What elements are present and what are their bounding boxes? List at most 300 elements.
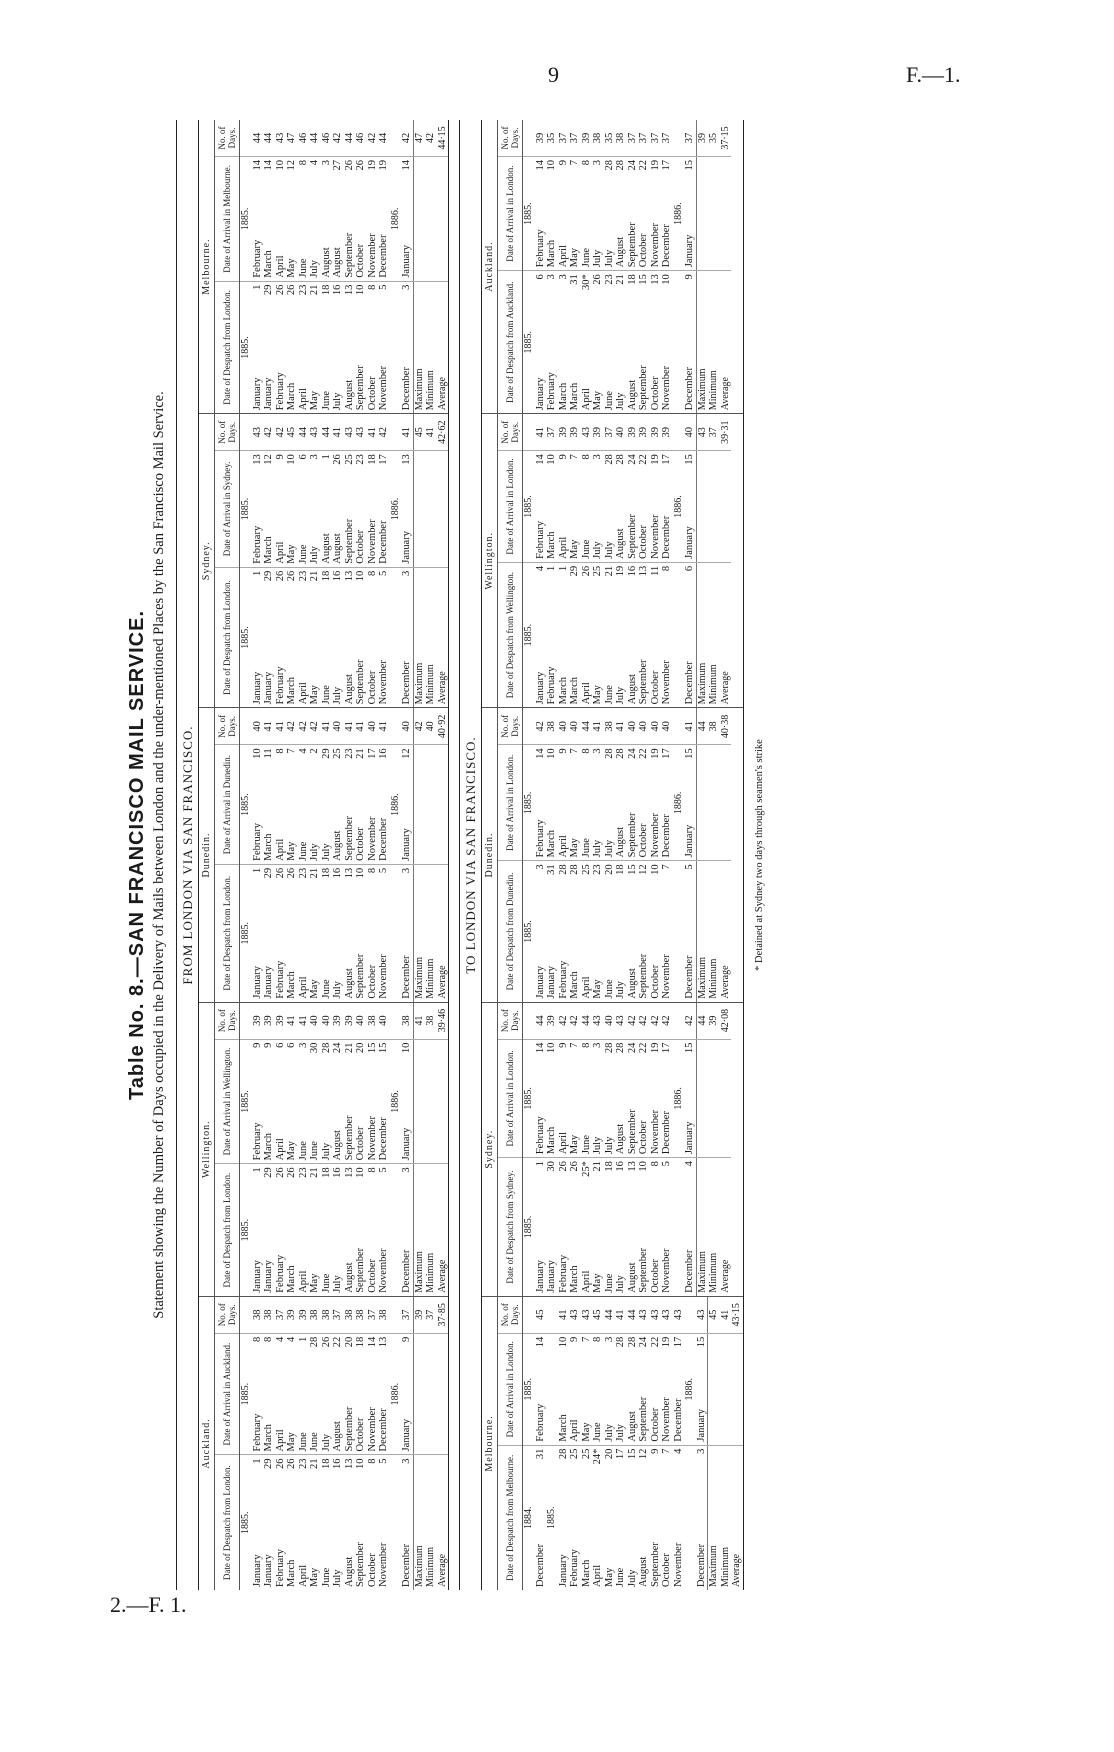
arrival-day: 28 xyxy=(603,159,615,171)
arrival-month: March xyxy=(546,765,558,860)
stat-label: Minimum xyxy=(719,1546,731,1587)
despatch-month: May xyxy=(592,1273,603,1293)
stat-spacer xyxy=(425,1039,437,1164)
despatch-day: 5 xyxy=(378,867,389,874)
arrival-month: April xyxy=(558,765,570,860)
days-count: 43 xyxy=(355,414,367,451)
year-row xyxy=(240,1297,252,1590)
column-header: No. of Days. xyxy=(215,1297,240,1334)
year-row xyxy=(673,414,685,707)
days-count: 43 xyxy=(638,1297,650,1334)
table-row xyxy=(558,708,570,1001)
table-row xyxy=(696,1297,708,1590)
column-header: No. of Days. xyxy=(215,414,240,451)
arrival-month: February xyxy=(252,765,264,864)
arrival-month: December xyxy=(378,1354,390,1455)
arrival-month: May xyxy=(286,765,298,864)
despatch-month: March xyxy=(569,971,580,999)
year-label: 1885. xyxy=(523,1215,534,1239)
despatch-day: 8 xyxy=(366,570,378,576)
despatch-day: 23 xyxy=(297,867,309,879)
column-header: No. of Days. xyxy=(498,1297,523,1334)
despatch-day: 18 xyxy=(320,570,332,582)
arrival-day: 8 xyxy=(580,454,592,460)
despatch-day: 26 xyxy=(580,565,592,577)
table-row xyxy=(661,1297,673,1590)
stat-value: 42·62 xyxy=(437,414,449,451)
days-count: 44 xyxy=(298,414,310,451)
year-label: 1885. xyxy=(523,330,534,354)
arrival-month: January xyxy=(696,1354,708,1445)
arrival-month: January xyxy=(684,177,696,271)
days-count: 40 xyxy=(650,708,662,745)
arrival-day: 28 xyxy=(309,1336,320,1348)
arrival-day: 14 xyxy=(534,1336,546,1348)
despatch-month: June xyxy=(615,1567,626,1587)
stat-label: Average xyxy=(436,965,448,999)
despatch-day: 3 xyxy=(401,1167,412,1173)
arrival-day: 22 xyxy=(638,748,649,759)
days-count: 37 xyxy=(546,414,558,451)
despatch-month: June xyxy=(320,685,332,705)
days-count: 40 xyxy=(684,414,696,451)
despatch-month: June xyxy=(603,390,615,411)
despatch-month: May xyxy=(592,979,603,999)
stat-label: Maximum xyxy=(413,281,425,413)
despatch-day: 11 xyxy=(649,565,661,576)
year-spacer xyxy=(240,414,252,451)
despatch-day: 1 xyxy=(534,1161,546,1167)
table-row xyxy=(401,1297,413,1590)
city-table xyxy=(498,1003,731,1296)
despatch-month: January xyxy=(263,671,274,705)
table-row xyxy=(367,414,379,707)
despatch-day: 13 xyxy=(343,284,355,296)
days-count: 39 xyxy=(298,1297,310,1334)
arrival-month: November xyxy=(367,1060,379,1164)
table-row xyxy=(286,414,298,707)
despatch-day: 15 xyxy=(626,1448,638,1460)
year-row xyxy=(523,1003,535,1296)
table-row xyxy=(309,120,321,413)
stat-label: Maximum xyxy=(413,567,425,707)
stat-row xyxy=(413,708,425,1001)
stat-value: 43·15 xyxy=(731,1297,743,1334)
days-count: 37 xyxy=(684,120,696,157)
year-label: 1885. xyxy=(523,920,534,943)
despatch-day: 25* xyxy=(580,1161,592,1177)
city-name: Wellington. xyxy=(199,1003,215,1296)
arrival-month: July xyxy=(592,765,604,860)
arrival-day: 28 xyxy=(615,748,626,759)
arrival-month: November xyxy=(661,1354,673,1445)
arrival-day: 8 xyxy=(297,159,309,166)
despatch-month: August xyxy=(638,1556,649,1587)
table-row xyxy=(367,1003,379,1296)
arrival-day: 14 xyxy=(534,454,546,465)
arrival-day: 9 xyxy=(557,454,569,460)
days-count: 45 xyxy=(592,1297,604,1334)
stat-value: 45 xyxy=(413,414,425,451)
column-header: Date of Arrival in Melbourne. xyxy=(215,156,240,281)
arrival-day: 18 xyxy=(366,454,378,465)
despatch-month: October xyxy=(366,670,378,705)
arrival-month: November xyxy=(367,177,379,281)
arrival-month: October xyxy=(355,1354,367,1455)
days-count: 42 xyxy=(275,414,287,451)
stat-row xyxy=(708,414,720,707)
year-label: 1885. xyxy=(240,626,251,649)
days-count: 37 xyxy=(275,1297,287,1334)
table-row xyxy=(546,708,558,1001)
table-row xyxy=(581,708,593,1001)
year-label: 1885. xyxy=(240,336,251,359)
arrival-day: 20 xyxy=(355,1042,366,1054)
table-section xyxy=(459,120,744,1590)
despatch-day: 8 xyxy=(366,1458,378,1464)
despatch-day: 9 xyxy=(649,1448,661,1454)
despatch-month: June xyxy=(603,685,615,705)
city-block xyxy=(482,1296,743,1590)
days-count: 39 xyxy=(569,414,581,451)
arrival-day: 1 xyxy=(320,454,332,460)
year-row xyxy=(390,1297,402,1590)
days-count: 42 xyxy=(401,120,413,157)
column-header: Date of Arrival in Dunedin. xyxy=(215,745,240,865)
column-header: Date of Despatch from London. xyxy=(215,281,240,413)
despatch-month: June xyxy=(603,979,615,999)
days-count: 43 xyxy=(581,1297,593,1334)
table-row xyxy=(332,1297,344,1590)
year-label xyxy=(673,1158,685,1296)
city-name: Auckland. xyxy=(482,120,498,413)
column-header: Date of Despatch from London. xyxy=(215,567,240,707)
arrival-month: July xyxy=(592,177,604,271)
despatch-month: July xyxy=(332,1275,343,1293)
table-row xyxy=(344,708,356,1001)
table-row xyxy=(650,1003,662,1296)
despatch-month: April xyxy=(297,1270,309,1293)
arrival-day: 4 xyxy=(309,159,320,166)
despatch-day: 29 xyxy=(263,284,274,296)
despatch-month: May xyxy=(309,1273,320,1293)
days-count: 44 xyxy=(581,708,593,745)
despatch-month: March xyxy=(286,676,297,705)
year-label xyxy=(390,1164,402,1296)
arrival-day: 28 xyxy=(615,1042,626,1054)
days-count: 42 xyxy=(535,708,547,745)
days-count: 37 xyxy=(604,414,616,451)
table-row xyxy=(378,708,390,1001)
arrival-day: 28 xyxy=(615,454,626,465)
days-count: 41 xyxy=(615,708,627,745)
table-row xyxy=(581,120,593,413)
arrival-month: July xyxy=(309,471,321,567)
table-row xyxy=(661,414,673,707)
arrival-day: 15 xyxy=(695,1336,707,1348)
stat-spacer xyxy=(708,745,720,861)
despatch-day: 5 xyxy=(378,570,389,576)
despatch-month: February xyxy=(557,960,569,999)
stat-label: Minimum xyxy=(708,664,719,705)
arrival-month: March xyxy=(558,1354,570,1445)
arrival-month: November xyxy=(367,471,379,567)
table-row xyxy=(615,1003,627,1296)
days-count: 44 xyxy=(321,414,333,451)
arrival-day: 10 xyxy=(401,1042,412,1054)
despatch-day: 21 xyxy=(309,570,320,582)
year-label xyxy=(673,861,685,1002)
table-row xyxy=(627,120,639,413)
days-count: 41 xyxy=(344,708,356,745)
arrival-month: January xyxy=(401,765,413,864)
table-row xyxy=(378,120,390,413)
arrival-day: 9 xyxy=(251,1042,263,1048)
arrival-day: 2 xyxy=(309,748,320,754)
despatch-day: 3 xyxy=(401,284,412,290)
arrival-day: 4 xyxy=(286,1336,297,1343)
despatch-day: 23 xyxy=(297,284,309,296)
arrival-month: December xyxy=(661,765,673,860)
arrival-day: 11 xyxy=(263,748,274,759)
table-row xyxy=(263,414,275,707)
despatch-day: 5 xyxy=(661,1161,672,1167)
header-row xyxy=(498,1003,523,1296)
despatch-day: 13 xyxy=(649,274,661,285)
arrival-month: September xyxy=(627,765,639,860)
stat-spacer xyxy=(720,451,732,563)
arrival-day: 14 xyxy=(534,1042,546,1054)
stat-label: Average xyxy=(436,1553,448,1587)
city-name: Sydney. xyxy=(482,1003,498,1296)
stat-label: Maximum xyxy=(413,1164,425,1296)
table-row xyxy=(650,1297,662,1590)
stat-value: 42 xyxy=(413,708,425,745)
column-header: Date of Arrival in London. xyxy=(498,1333,523,1445)
table-row xyxy=(604,708,616,1001)
city-table xyxy=(498,1297,743,1590)
despatch-month: December xyxy=(684,661,695,705)
despatch-day: 21 xyxy=(309,1458,320,1469)
despatch-day: 5 xyxy=(378,1458,389,1464)
stat-spacer xyxy=(720,745,732,861)
table-row xyxy=(638,120,650,413)
despatch-month: July xyxy=(615,981,626,999)
arrival-month: July xyxy=(604,765,616,860)
despatch-month: June xyxy=(320,1273,332,1293)
table-row xyxy=(263,120,275,413)
despatch-month: October xyxy=(661,1553,672,1587)
table-row xyxy=(286,708,298,1001)
despatch-day: 19 xyxy=(615,565,626,577)
despatch-day: 12 xyxy=(638,1448,649,1460)
arrival-day: 10 xyxy=(546,1042,557,1054)
despatch-month: August xyxy=(343,1556,355,1587)
despatch-month: November xyxy=(661,660,672,705)
despatch-day: 18 xyxy=(320,1167,332,1178)
days-count: 42 xyxy=(661,1003,673,1040)
table-row xyxy=(535,1297,547,1590)
stat-row xyxy=(437,120,449,413)
despatch-day: 26 xyxy=(274,570,286,582)
stat-label: Average xyxy=(436,671,448,705)
arrival-day: 13 xyxy=(251,454,263,465)
arrival-month: December xyxy=(661,1060,673,1158)
table-row xyxy=(627,1003,639,1296)
despatch-day: 18 xyxy=(603,1161,615,1172)
arrival-day: 22 xyxy=(638,1042,649,1054)
table-row xyxy=(298,1297,310,1590)
table-row xyxy=(650,120,662,413)
despatch-day: 13 xyxy=(626,1161,638,1172)
city-name: Dunedin. xyxy=(482,708,498,1001)
year-label: 1886. xyxy=(673,1039,685,1158)
table-row xyxy=(367,1297,379,1590)
arrival-month: December xyxy=(378,471,390,567)
days-count: 38 xyxy=(592,120,604,157)
arrival-day: 12 xyxy=(263,454,274,465)
year-spacer xyxy=(390,120,402,157)
days-count: 38 xyxy=(321,1297,333,1334)
table-row xyxy=(638,414,650,707)
days-count: 38 xyxy=(378,1297,390,1334)
stat-spacer xyxy=(696,451,708,563)
days-count: 40 xyxy=(401,708,413,745)
stat-spacer xyxy=(425,156,437,281)
despatch-month: November xyxy=(661,365,672,411)
stat-label: Average xyxy=(719,965,731,999)
header-row xyxy=(498,708,523,1001)
days-count: 40 xyxy=(661,708,673,745)
arrival-month: April xyxy=(275,1354,287,1455)
column-header: No. of Days. xyxy=(215,708,240,745)
despatch-month: July xyxy=(615,1275,626,1293)
arrival-day: 20 xyxy=(343,1336,355,1348)
arrival-month: April xyxy=(275,471,287,567)
despatch-day: 3 xyxy=(546,274,557,280)
city-name: Dunedin. xyxy=(199,708,215,1001)
despatch-day: 21 xyxy=(309,284,320,296)
despatch-day: 25 xyxy=(592,565,603,577)
despatch-month: May xyxy=(309,979,320,999)
days-count: 39 xyxy=(286,1297,298,1334)
despatch-month: January xyxy=(546,965,557,999)
despatch-day: 21 xyxy=(615,274,626,285)
stat-spacer xyxy=(708,1333,720,1445)
table-row xyxy=(355,708,367,1001)
despatch-day: 13 xyxy=(343,1167,355,1178)
table-row xyxy=(592,1297,604,1590)
arrival-day: 15 xyxy=(684,748,695,759)
table-row xyxy=(592,414,604,707)
stat-spacer xyxy=(720,1333,732,1445)
despatch-day: 5 xyxy=(684,864,695,870)
arrival-month: August xyxy=(332,1060,344,1164)
table-row xyxy=(263,708,275,1001)
table-row xyxy=(569,1003,581,1296)
days-count: 43 xyxy=(581,414,593,451)
days-count: 41 xyxy=(298,1003,310,1040)
stat-spacer xyxy=(720,156,732,270)
column-header: Date of Arrival in London. xyxy=(498,156,523,270)
arrival-day: 10 xyxy=(274,159,286,171)
despatch-day: 8 xyxy=(366,867,378,874)
table-row xyxy=(275,414,287,707)
days-count: 42 xyxy=(650,1003,662,1040)
table-row xyxy=(569,1297,581,1590)
despatch-month: March xyxy=(557,676,569,705)
despatch-month: January xyxy=(263,1260,274,1293)
stat-value: 38 xyxy=(425,1003,437,1040)
column-header: Date of Arrival in Wellington. xyxy=(215,1039,240,1164)
arrival-day: 17 xyxy=(378,454,389,465)
days-count: 43 xyxy=(615,1003,627,1040)
arrival-month: April xyxy=(275,1060,287,1164)
despatch-month: October xyxy=(366,1258,378,1293)
days-count: 43 xyxy=(275,120,287,157)
table-row xyxy=(275,120,287,413)
arrival-day: 3 xyxy=(309,454,320,460)
column-header: Date of Despatch from Melbourne. xyxy=(498,1445,523,1590)
year-spacer xyxy=(523,120,535,157)
arrival-month: September xyxy=(638,1354,650,1445)
city-block xyxy=(199,120,448,413)
stat-value: 45 xyxy=(708,1297,720,1334)
despatch-day: 1 xyxy=(251,867,263,874)
despatch-month: October xyxy=(649,964,661,999)
arrival-month: May xyxy=(569,765,581,860)
stat-row xyxy=(425,708,437,1001)
despatch-day: 26 xyxy=(286,1458,297,1469)
stat-spacer xyxy=(413,1333,425,1455)
arrival-day: 26 xyxy=(355,159,366,171)
arrival-day: 22 xyxy=(332,1336,343,1348)
arrival-day: 19 xyxy=(366,159,378,171)
city-block xyxy=(199,413,448,707)
days-count: 47 xyxy=(286,120,298,157)
year-label xyxy=(390,864,402,1001)
despatch-month: December xyxy=(534,1543,546,1587)
days-count: 44 xyxy=(252,120,264,157)
arrival-month: March xyxy=(263,471,275,567)
despatch-month: August xyxy=(626,674,638,705)
days-count: 45 xyxy=(535,1297,547,1334)
arrival-month: February xyxy=(252,471,264,567)
column-header: Date of Arrival in Sydney. xyxy=(215,451,240,568)
days-count: 42 xyxy=(378,414,390,451)
table-row xyxy=(604,120,616,413)
year-label: 1885. xyxy=(523,451,535,563)
stat-row xyxy=(720,1297,732,1590)
despatch-day: 13 xyxy=(638,565,649,577)
stat-label: Minimum xyxy=(708,370,719,411)
table-row xyxy=(627,1297,639,1590)
stat-row xyxy=(425,1003,437,1296)
despatch-day: 15 xyxy=(626,864,638,875)
stat-spacer xyxy=(708,1039,720,1158)
stat-spacer xyxy=(708,156,720,270)
despatch-month: August xyxy=(343,1262,355,1293)
table-row xyxy=(684,708,696,1001)
days-count: 44 xyxy=(309,120,321,157)
stat-value: 40·38 xyxy=(720,708,732,745)
city-table xyxy=(498,120,731,413)
despatch-day: 17 xyxy=(615,1448,626,1460)
despatch-day: 6 xyxy=(684,565,695,572)
table-row xyxy=(558,1297,570,1590)
stat-label: Maximum xyxy=(696,271,708,413)
days-count: 40 xyxy=(615,414,627,451)
